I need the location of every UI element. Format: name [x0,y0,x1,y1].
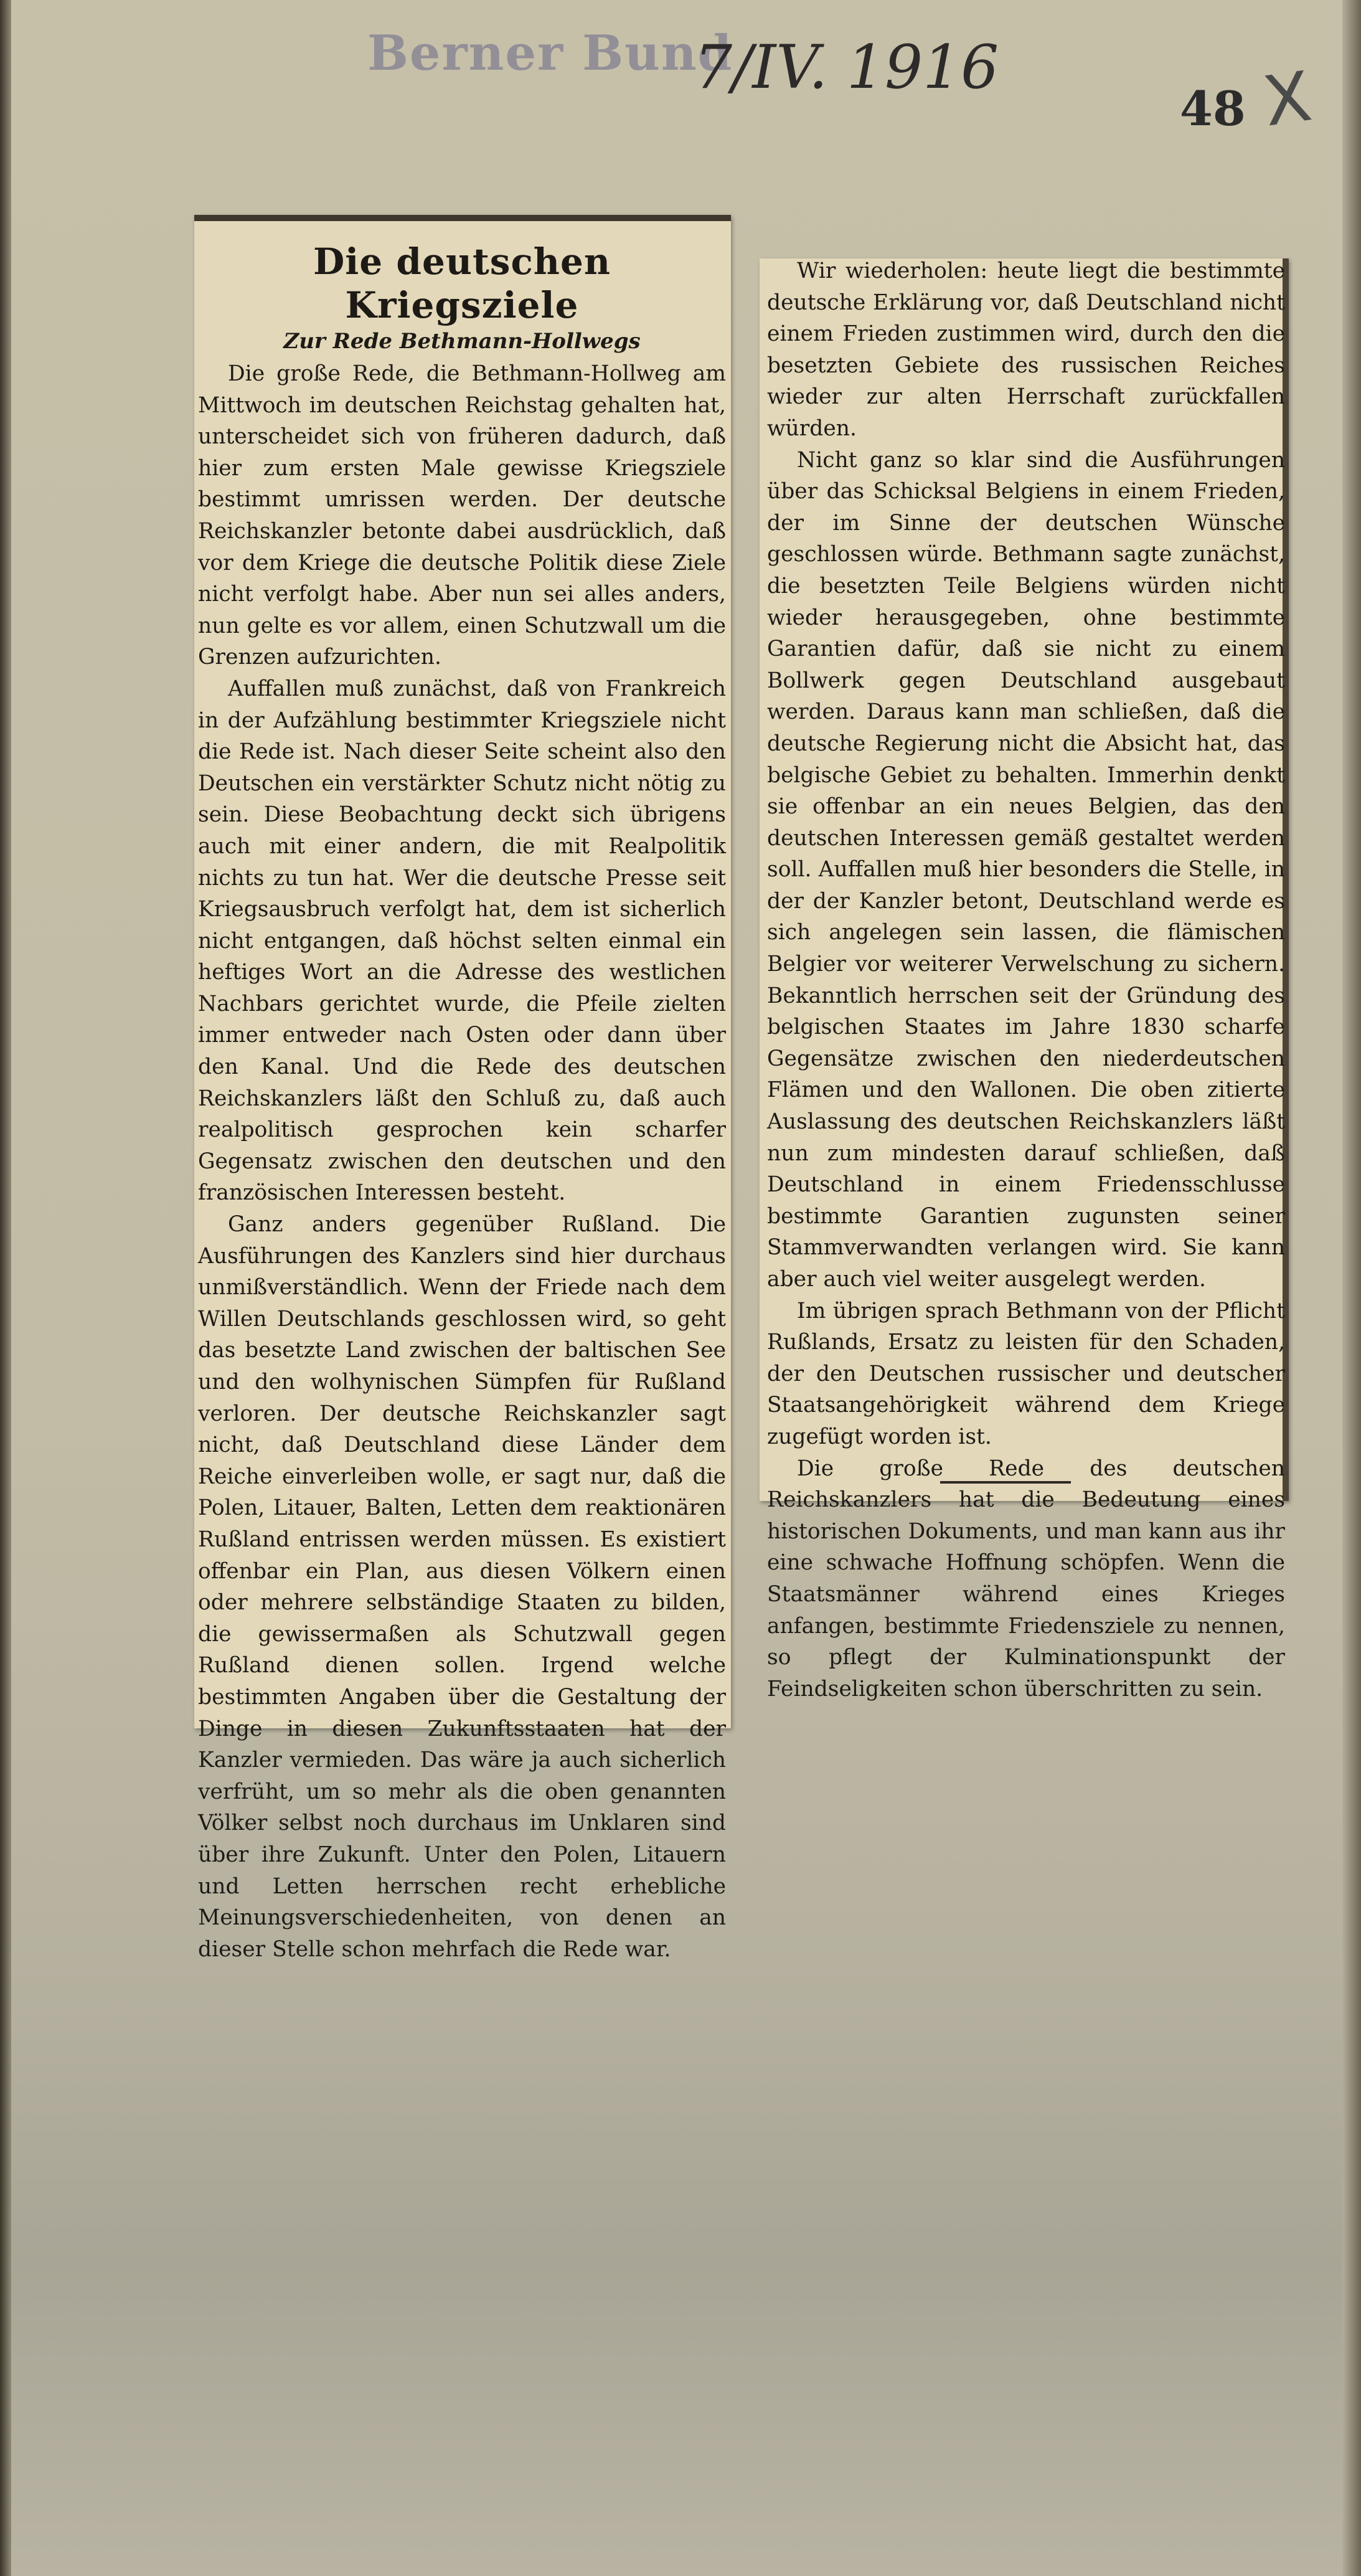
sheet-right-edge [1342,0,1361,2576]
article-end-rule [940,1481,1071,1484]
article-title: Die deutschen Kriegsziele [313,240,611,326]
article-paragraph: Nicht ganz so klar sind die Ausführungen über das Schicksal Belgiens in einem Frieden, der im Sinne der deutschen Wünsche geschlossen würde. Bethmann sagte zunächst, die besetzten Teile Belgiens würden nicht wieder herausgegeben, ohne bestimmte Garantien dafür, daß sie nicht zu einem Bollwerk gegen Deutschland ausgebaut werden. Daraus kann man schließen, daß die deutsche Regierung nicht die Absicht hat, das belgische Gebiet zu behalten. Immerhin denkt sie offenbar an ein neues Belgien, das den deutschen Interessen gemäß gestaltet werden soll. Auffallen muß hier besonders die Stelle, in der der Kanzler betont, Deutschland werde es sich angelegen sein lassen, die flämischen Belgier vor weiterer Verwelschung zu sichern. Bekanntlich herrschen seit der Gründung des belgischen Staates im Jahre 1830 scharfe Gegensätze zwischen den niederdeutschen Flämen und den Wallonen. Die oben zitierte Auslassung des deutschen Reichskanzlers läßt nun zum mindesten darauf schließen, daß Deutschland in einem Friedensschlusse bestimmte Garantien zugunsten seiner Stammverwandten verlangen wird. Sie kann aber auch viel weiter ausgelegt werden. [767,447,1285,1292]
article-paragraph: Die große Rede, die Bethmann-Hollweg am Mittwoch im deutschen Reichstag gehalten hat, unterscheidet sich von früheren dadurch, daß hier zum ersten Male gewisse Kriegsziele bestimmt umrissen werden. Der deutsche Reichskanzler betonte dabei ausdrücklich, daß vor dem Kriege die deutsche Politik diese Ziele nicht verfolgt habe. Aber nun sei alles anders, nun gelte es vor allem, einen Schutzwall um die Grenzen aufzurichten. [198,361,726,670]
article-subtitle: Zur Rede Bethmann-Hollwegs [283,329,641,354]
article-paragraph: Ganz anders gegenüber Rußland. Die Ausführungen des Kanzlers sind hier durchaus unmißverständlich. Wenn der Friede nach dem Willen Deutschlands geschlossen wird, so geht das besetzte Land zwischen der baltischen See und den wolhynischen Sümpfen für Rußland verloren. Der deutsche Reichskanzler sagt nicht, daß Deutschland diese Länder dem Reiche einverleiben wolle, er sagt nur, daß die Polen, Litauer, Balten, Letten dem reaktionären Rußland entrissen werden müssen. Es existiert offenbar ein Plan, aus diesen Völkern einen oder mehrere selbständige Staaten zu bilden, die gewissermaßen als Schutzwall gegen Rußland dienen sollen. Irgend welche bestimmten Angaben über die Gestaltung der Dinge in diesen Zukunftsstaaten hat der Kanzler vermieden. Das wäre ja auch sicherlich verfrüht, um so mehr als die oben genannten Völker selbst noch durchaus im Unklaren sind über ihre Zukunft. Unter den Polen, Litauern und Letten herrschen recht erhebliche Meinungsverschiedenheiten, von denen an dieser Stelle schon mehrfach die Rede war. [198,1212,726,1962]
newspaper-stamp: Berner Bund [367,25,733,82]
handwritten-date: 7/IV. 1916 [694,32,999,102]
handwritten-x-mark: X [1258,56,1316,142]
article-paragraph: Die große Rede des deutschen Reichskanzlers hat die Bedeutung eines historischen Dokuments, und man kann aus ihr eine schwache Hoffnung schöpfen. Wenn die Staatsmänner während eines Krieges anfangen, bestimmte Friedensziele zu nennen, so pflegt der Kulminationspunkt der Feindseligkeiten schon überschritten zu sein. [767,1456,1285,1702]
page-number: 48 [1180,81,1246,136]
article-column-right [767,255,1285,1705]
sheet-left-edge [0,0,11,2576]
article-paragraph: Auffallen muß zunächst, daß von Frankreich in der Aufzählung bestimmter Kriegsziele nicht die Rede ist. Nach dieser Seite scheint also den Deutschen ein verstärkter Schutz nicht nötig zu sein. Diese Beobachtung deckt sich übrigens auch mit einer andern, die mit Realpolitik nichts zu tun hat. Wer die deutsche Presse seit Kriegsausbruch verfolgt hat, dem ist sicherlich nicht entgangen, daß höchst selten einmal ein heftiges Wort an die Adresse des westlichen Nachbars gerichtet wurde, die Pfeile zielten immer entweder nach Osten oder dann über den Kanal. Und die Rede des deutschen Reichskanzlers läßt den Schluß zu, daß auch realpolitisch gesprochen kein scharfer Gegensatz zwischen den deutschen und den französischen Interessen besteht. [198,676,726,1206]
article-column-left [198,240,726,1965]
article-paragraph: Im übrigen sprach Bethmann von der Pflicht Rußlands, Ersatz zu leisten für den Schaden, der den Deutschen russischer und deutscher Staatsangehörigkeit während dem Kriege zugefügt worden ist. [767,1298,1285,1449]
article-paragraph: Wir wiederholen: heute liegt die bestimmte deutsche Erklärung vor, daß Deutschland nicht einem Frieden zustimmen wird, durch den die besetzten Gebiete des russischen Reiches wieder zur alten Herrschaft zurückfallen würden. [767,258,1285,441]
